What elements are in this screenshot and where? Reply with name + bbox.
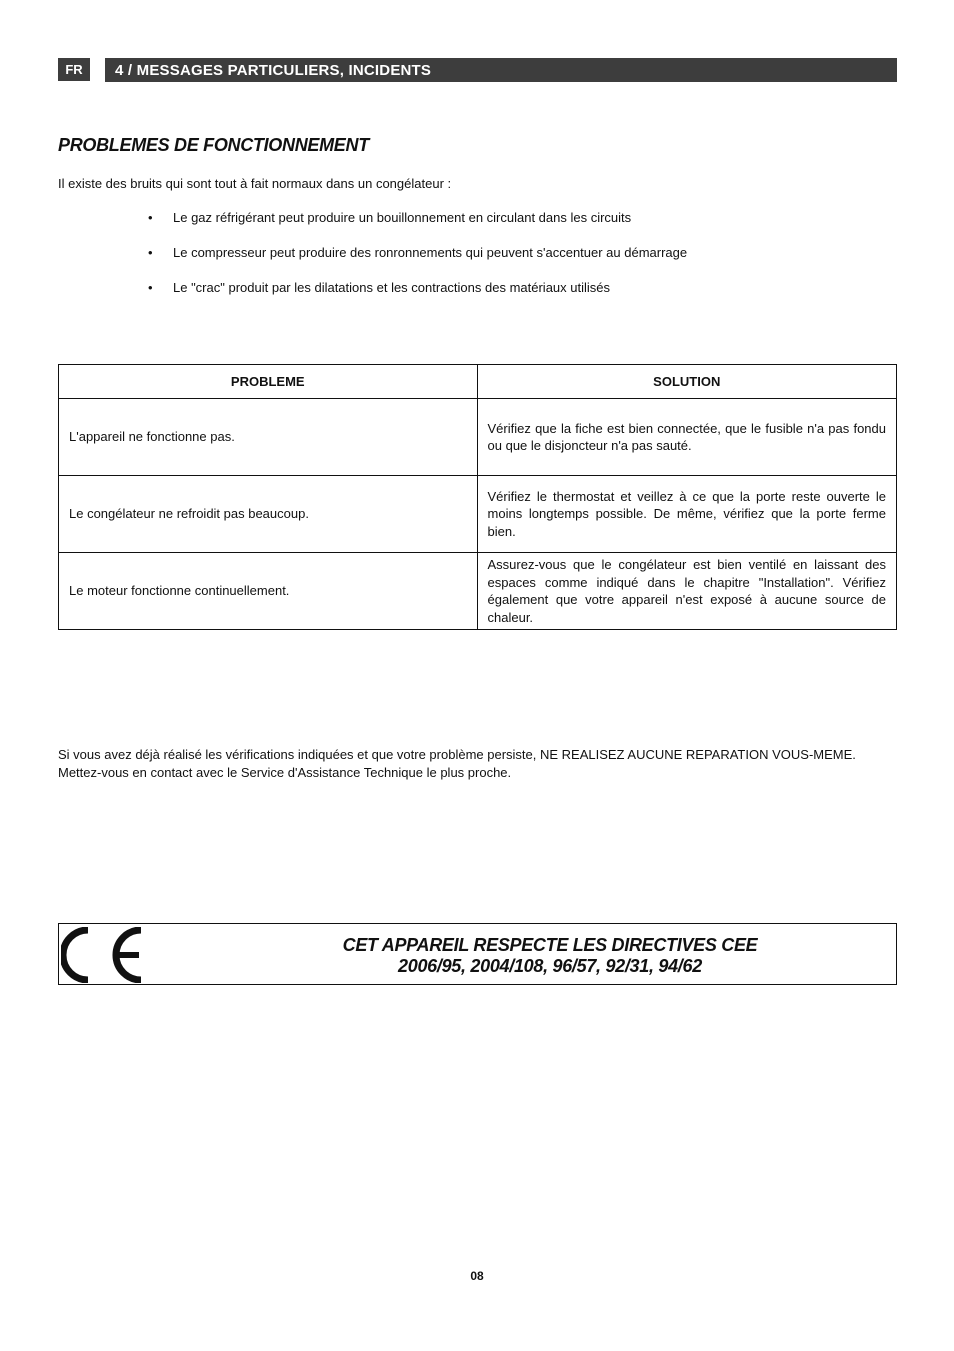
- page-number: 08: [470, 1269, 484, 1283]
- bullet-icon: •: [148, 280, 153, 295]
- ce-line-1: CET APPAREIL RESPECTE LES DIRECTIVES CEE: [342, 935, 758, 955]
- column-header-solution: SOLUTION: [477, 365, 896, 399]
- ce-directives-text: [204, 935, 896, 977]
- table-row: [59, 399, 897, 476]
- table-row: [59, 553, 897, 630]
- ce-line-2: 2006/95, 2004/108, 96/57, 92/31, 94/62: [398, 956, 702, 976]
- problem-cell: Le moteur fonctionne continuellement.: [59, 553, 478, 630]
- page-title: PROBLEMES DE FONCTIONNEMENT: [58, 135, 369, 155]
- table-row: [59, 476, 897, 553]
- list-item-text: Le gaz réfrigérant peut produire un bouillonnement en circulant dans les circuits: [173, 210, 632, 225]
- bullet-icon: •: [148, 210, 153, 225]
- warning-note: Si vous avez déjà réalisé les vérifications indiquées et que votre problème persiste, NE REALISEZ AUCUNE REPARATION VOUS-MEME. Mettez-vous en contact avec le Service d'Assistance Technique le plus proche.: [58, 747, 856, 780]
- noise-list: [148, 209, 687, 314]
- solution-cell: Vérifiez le thermostat et veillez à ce que la porte reste ouverte le moins longtemps possible. De même, vérifiez que la porte ferme bien.: [477, 476, 896, 553]
- list-item: [148, 244, 687, 279]
- troubleshooting-table: [58, 364, 897, 630]
- section-header-bar: 4 / MESSAGES PARTICULIERS, INCIDENTS: [105, 58, 897, 82]
- column-header-problem: PROBLEME: [59, 365, 478, 399]
- list-item-text: Le "crac" produit par les dilatations et les contractions des matériaux utilisés: [173, 280, 610, 295]
- ce-compliance-box: [58, 923, 897, 985]
- ce-mark-icon: [61, 927, 147, 983]
- solution-cell: Vérifiez que la fiche est bien connectée, que le fusible n'a pas fondu ou que le disjoncteur n'a pas sauté.: [477, 399, 896, 476]
- problem-cell: Le congélateur ne refroidit pas beaucoup.: [59, 476, 478, 553]
- intro-paragraph: Il existe des bruits qui sont tout à fait normaux dans un congélateur :: [58, 176, 452, 191]
- language-badge: FR: [58, 58, 90, 81]
- solution-cell: Assurez-vous que le congélateur est bien ventilé en laissant des espaces comme indiqué dans le chapitre "Installation". Vérifiez également que votre appareil n'est exposé à aucune source de chaleur.: [477, 553, 896, 630]
- bullet-icon: •: [148, 245, 153, 260]
- list-item: [148, 279, 687, 314]
- problem-cell: L'appareil ne fonctionne pas.: [59, 399, 478, 476]
- table-header-row: [59, 365, 897, 399]
- list-item: [148, 209, 687, 244]
- list-item-text: Le compresseur peut produire des ronronnements qui peuvent s'accentuer au démarrage: [173, 245, 688, 260]
